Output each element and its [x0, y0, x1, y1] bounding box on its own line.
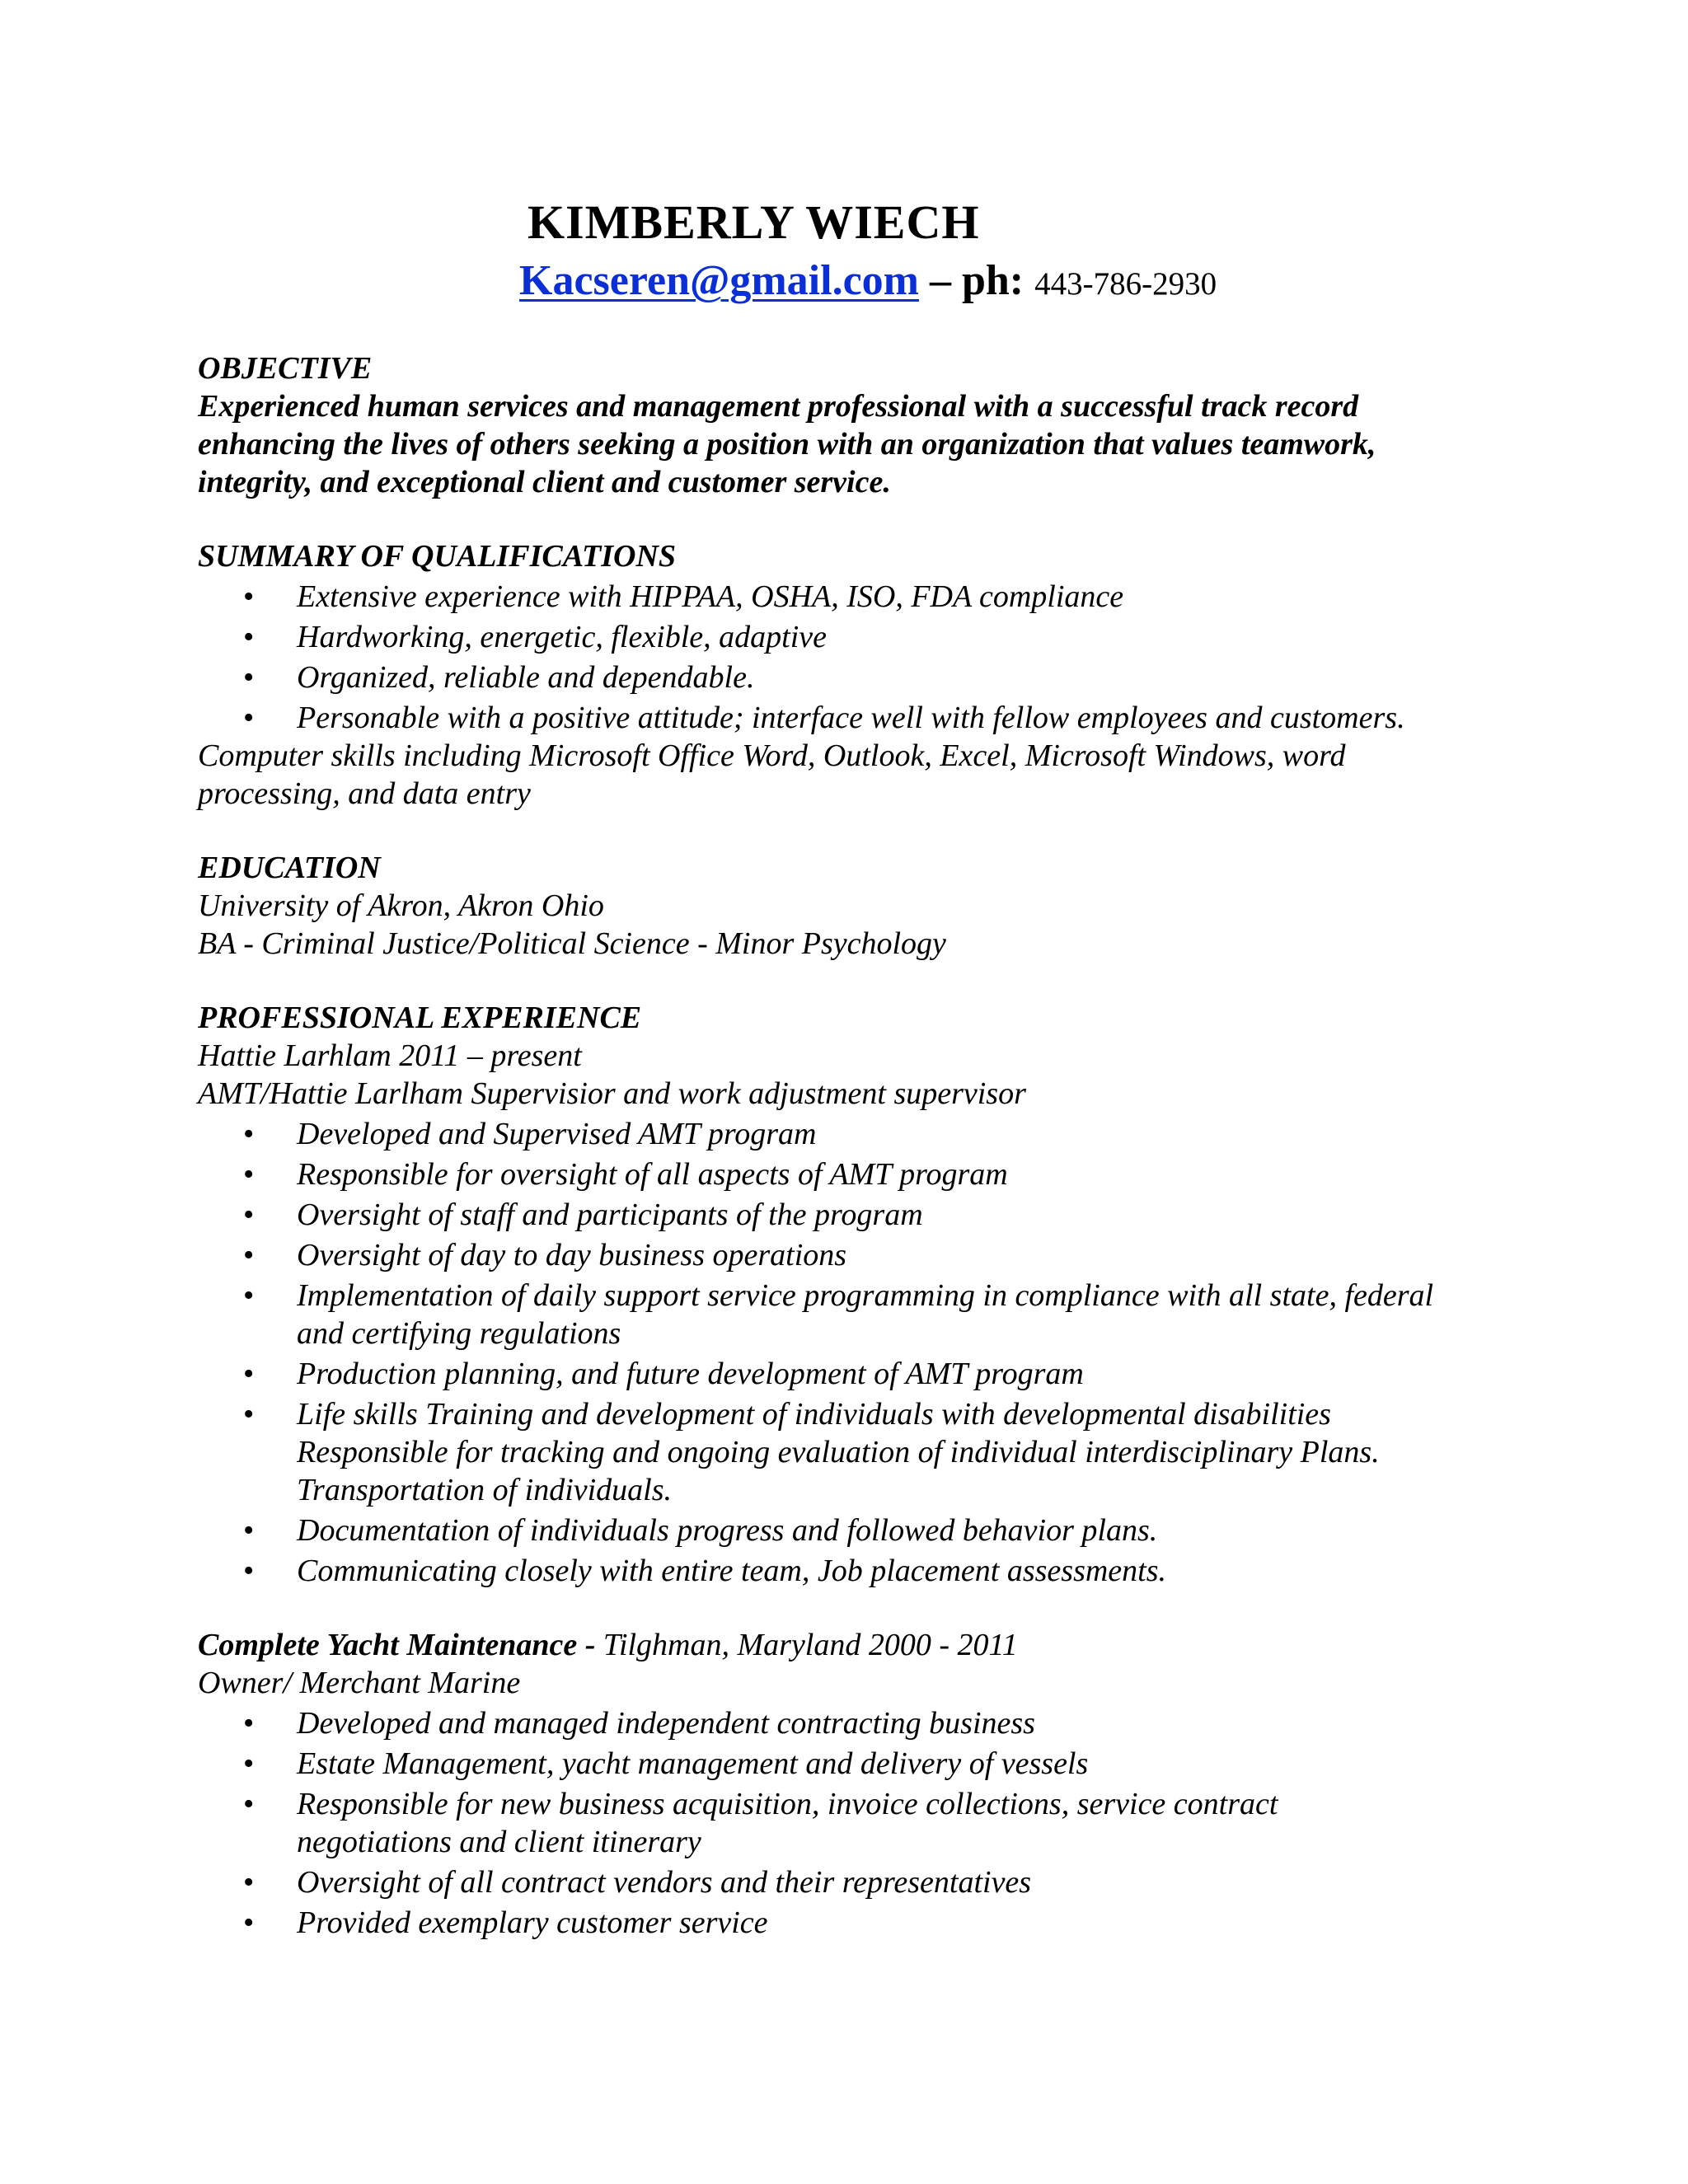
education-school: University of Akron, Akron Ohio	[198, 888, 604, 923]
section-heading-objective: OBJECTIVE	[198, 351, 373, 386]
list-item: • Communicating closely with entire team, Job placement assessments.	[243, 1554, 1167, 1588]
section-heading-experience: PROFESSIONAL EXPERIENCE	[198, 1001, 642, 1035]
list-item: • Extensive experience with HIPPAA, OSHA, ISO, FDA compliance	[243, 579, 1124, 614]
list-item: • Implementation of daily support service programming in compliance with all state, federal and certifying regulations	[243, 1278, 1434, 1351]
job2-company: Complete Yacht Maintenance -	[198, 1628, 596, 1662]
list-item: • Developed and Supervised AMT program	[243, 1117, 817, 1151]
list-item: • Life skills Training and development of individuals with developmental disabilities Responsible for tracking and ongoing evaluation of individual interdisciplinary Plans. Transportation of individuals.	[243, 1397, 1380, 1507]
list-item: • Developed and managed independent contracting business	[243, 1706, 1035, 1741]
job2-section	[198, 1626, 1517, 1942]
computer-skills-text: Computer skills including Microsoft Office Word, Outlook, Excel, Microsoft Windows, word processing, and data entry	[198, 738, 1346, 811]
job2-title: Owner/ Merchant Marine	[198, 1666, 521, 1700]
bullet-icon: •	[243, 701, 255, 735]
job2-location-dates: Tilghman, Maryland 2000 - 2011	[595, 1628, 1018, 1662]
qualifications-list	[198, 578, 1517, 737]
list-item: • Organized, reliable and dependable.	[243, 660, 755, 695]
list-item: • Estate Management, yacht management and delivery of vessels	[243, 1746, 1089, 1781]
bullet-icon: •	[243, 1554, 255, 1588]
bullet-icon: •	[243, 1746, 255, 1781]
email-link[interactable]: Kacseren@gmail.com	[519, 257, 919, 304]
objective-section	[198, 349, 1517, 501]
experience-section	[198, 999, 1517, 1590]
job1-company-line: Hattie Larhlam 2011 – present	[198, 1038, 582, 1073]
bullet-icon: •	[243, 1706, 255, 1741]
bullet-icon: •	[243, 1157, 255, 1192]
bullet-icon: •	[243, 1513, 255, 1548]
contact-line	[519, 257, 1217, 304]
bullet-icon: •	[243, 1238, 255, 1272]
bullet-icon: •	[243, 1397, 255, 1432]
education-degree: BA - Criminal Justice/Political Science - Minor Psychology	[198, 926, 946, 961]
job1-title: AMT/Hattie Larlham Supervisior and work adjustment supervisor	[198, 1076, 1026, 1111]
bullet-icon: •	[243, 1865, 255, 1900]
list-item: • Hardworking, energetic, flexible, adaptive	[243, 620, 828, 654]
qualifications-section	[198, 537, 1517, 813]
bullet-icon: •	[243, 1278, 255, 1313]
bullet-icon: •	[243, 1357, 255, 1391]
section-heading-education: EDUCATION	[198, 851, 381, 885]
list-item: • Production planning, and future development of AMT program	[243, 1357, 1084, 1391]
list-item: • Personable with a positive attitude; interface well with fellow employees and customers.	[243, 701, 1405, 735]
phone-separator: – ph:	[918, 257, 1035, 304]
list-item: • Documentation of individuals progress and followed behavior plans.	[243, 1513, 1158, 1548]
job2-company-line	[198, 1626, 1517, 1664]
bullet-icon: •	[243, 1787, 255, 1821]
phone-number: 443-786-2930	[1034, 266, 1217, 302]
list-item: • Responsible for new business acquisition, invoice collections, service contract negotiations and client itinerary	[243, 1787, 1278, 1859]
bullet-icon: •	[243, 1197, 255, 1232]
bullet-icon: •	[243, 1905, 255, 1940]
objective-text: Experienced human services and management professional with a successful track record enhancing the lives of others seeking a position with an organization that values teamwork, integrity, and exceptional client and customer service.	[198, 389, 1376, 499]
list-item: • Oversight of all contract vendors and their representatives	[243, 1865, 1032, 1900]
bullet-icon: •	[243, 1117, 255, 1151]
job1-duties-list	[198, 1115, 1517, 1590]
education-section	[198, 849, 1517, 963]
bullet-icon: •	[243, 579, 255, 614]
job2-duties-list	[198, 1704, 1517, 1942]
list-item: • Provided exemplary customer service	[243, 1905, 768, 1940]
list-item: • Oversight of day to day business operations	[243, 1238, 847, 1272]
list-item: • Oversight of staff and participants of the program	[243, 1197, 923, 1232]
list-item: • Responsible for oversight of all aspects of AMT program	[243, 1157, 1008, 1192]
section-heading-qualifications: SUMMARY OF QUALIFICATIONS	[198, 539, 677, 574]
bullet-icon: •	[243, 660, 255, 695]
candidate-name: KIMBERLY WIECH	[528, 195, 980, 249]
bullet-icon: •	[243, 620, 255, 654]
resume-body	[198, 349, 1517, 1944]
